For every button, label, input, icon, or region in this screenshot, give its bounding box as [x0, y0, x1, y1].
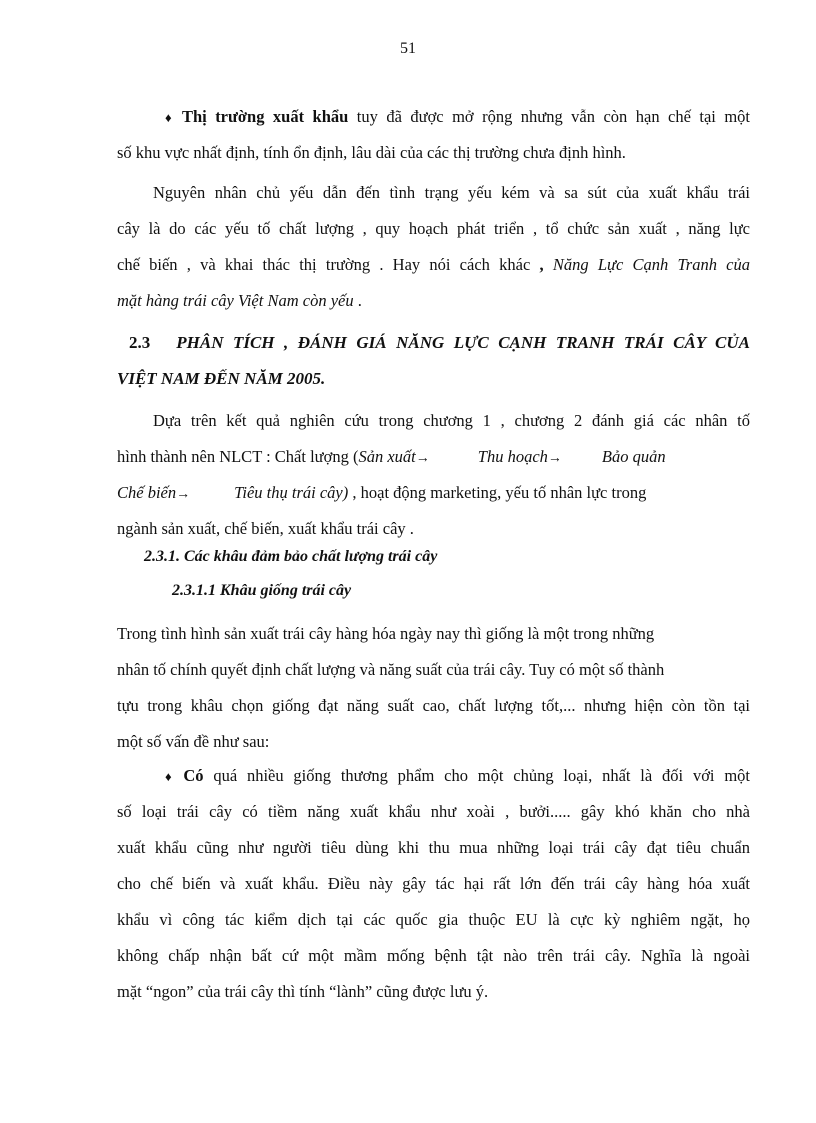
- market-line-1: [117, 99, 750, 135]
- cause-line-4-italic: mặt hàng trái cây Việt Nam còn yếu: [117, 291, 354, 310]
- variety-line-6: không chấp nhận bất cứ một mầm mống bệnh tật nào trên trái cây. Nghĩa là ngoài: [117, 946, 750, 965]
- market-line-1-text: tuy đã được mở rộng nhưng vẫn còn hạn chế tại một: [348, 107, 750, 126]
- arrow-right-icon: →: [176, 487, 191, 502]
- page-number: 51: [400, 40, 416, 57]
- diamond-bullet-icon: ♦: [165, 110, 176, 125]
- seed-line-1: Trong tình hình sản xuất trái cây hàng hóa ngày nay thì giống là một trong những: [117, 624, 655, 643]
- analysis-line-3-text: , hoạt động marketing, yếu tố nhân lực trong: [348, 483, 647, 502]
- market-line-2: số khu vực nhất định, tính ổn định, lâu dài của các thị trường chưa định hình.: [117, 143, 626, 162]
- cause-line-3-comma: ,: [539, 255, 544, 274]
- variety-line-1: [117, 758, 750, 794]
- variety-line-3: xuất khẩu cũng như người tiêu dùng khi thu mua những loại trái cây đạt tiêu chuẩn: [117, 838, 750, 857]
- variety-line-4: cho chế biến và xuất khẩu. Điều này gây tác hại rất lớn đến trái cây hàng hóa xuất: [117, 874, 750, 893]
- section-title-line-1: PHÂN TÍCH , ĐÁNH GIÁ NĂNG LỰC CẠNH TRANH TRÁI CÂY CỦA: [176, 333, 750, 352]
- cause-line-3-italic: Năng Lực Cạnh Tranh của: [543, 255, 750, 274]
- analysis-line-2-text: hình thành nên NLCT : Chất lượng (: [117, 447, 359, 466]
- analysis-paragraph: [117, 403, 750, 547]
- analysis-line-3: [117, 475, 750, 511]
- cause-paragraph: [117, 175, 750, 319]
- chain-step-process: Chế biến: [117, 483, 177, 502]
- chain-step-harvest: Thu hoạch: [477, 447, 548, 466]
- cause-line-1: Nguyên nhân chủ yếu dẫn đến tình trạng yếu kém và sa sút của xuất khẩu trái: [153, 183, 750, 202]
- variety-line-1-text: quá nhiều giống thương phẩm cho một chủng loại, nhất là đối với một: [203, 766, 750, 785]
- variety-line-7: mặt “ngon” của trái cây thì tính “lành” cũng được lưu ý.: [117, 982, 489, 1001]
- variety-paragraph: [117, 758, 750, 1010]
- market-paragraph: [117, 99, 750, 171]
- seed-line-3: tựu trong khâu chọn giống đạt năng suất cao, chất lượng tốt,... nhưng hiện còn tồn tại: [117, 696, 750, 715]
- section-heading: [117, 325, 750, 397]
- analysis-line-2: [117, 439, 750, 475]
- diamond-bullet-icon: ♦: [165, 769, 178, 784]
- chain-step-production: Sản xuất: [358, 447, 416, 466]
- subsection-sub-title: 2.3.1.1 Khâu giống trái cây: [172, 582, 352, 599]
- variety-line-2: số loại trái cây có tiềm năng xuất khẩu như xoài , bưởi..... gây khó khăn cho nhà: [117, 802, 750, 821]
- chain-step-preserve: Bảo quản: [601, 447, 666, 466]
- analysis-line-1: Dựa trên kết quả nghiên cứu trong chương 1 , chương 2 đánh giá các nhân tố: [153, 411, 750, 430]
- market-bold: Thị trường xuất khẩu: [181, 107, 349, 126]
- subsection-title: 2.3.1. Các khâu đảm bảo chất lượng trái cây: [144, 548, 438, 565]
- variety-line-5: khẩu vì công tác kiểm dịch tại các quốc gia thuộc EU là cực kỳ nghiêm ngặt, họ: [117, 910, 750, 929]
- seed-line-4: một số vấn đề như sau:: [117, 732, 270, 751]
- arrow-right-icon: →: [415, 451, 430, 466]
- cause-line-4: [117, 283, 750, 319]
- cause-line-4-end: .: [353, 291, 362, 310]
- seed-paragraph: [117, 616, 750, 760]
- analysis-line-4: ngành sản xuất, chế biến, xuất khẩu trái cây .: [117, 519, 414, 538]
- variety-bold: Có: [183, 766, 204, 785]
- chain-step-consume: Tiêu thụ trái cây): [234, 483, 349, 502]
- cause-line-2: cây là do các yếu tố chất lượng , quy hoạch phát triển , tổ chức sản xuất , năng lực: [117, 219, 750, 238]
- cause-line-3-text: chế biến , và khai thác thị trường . Hay nói cách khác: [117, 255, 540, 274]
- section-heading-line-1: [117, 325, 750, 361]
- section-number: 2.3: [129, 333, 151, 352]
- section-heading-line-2: VIỆT NAM ĐẾN NĂM 2005.: [117, 369, 326, 388]
- seed-line-2: nhân tố chính quyết định chất lượng và năng suất của trái cây. Tuy có một số thành: [117, 660, 665, 679]
- cause-line-3: [117, 247, 750, 283]
- arrow-right-icon: →: [547, 451, 562, 466]
